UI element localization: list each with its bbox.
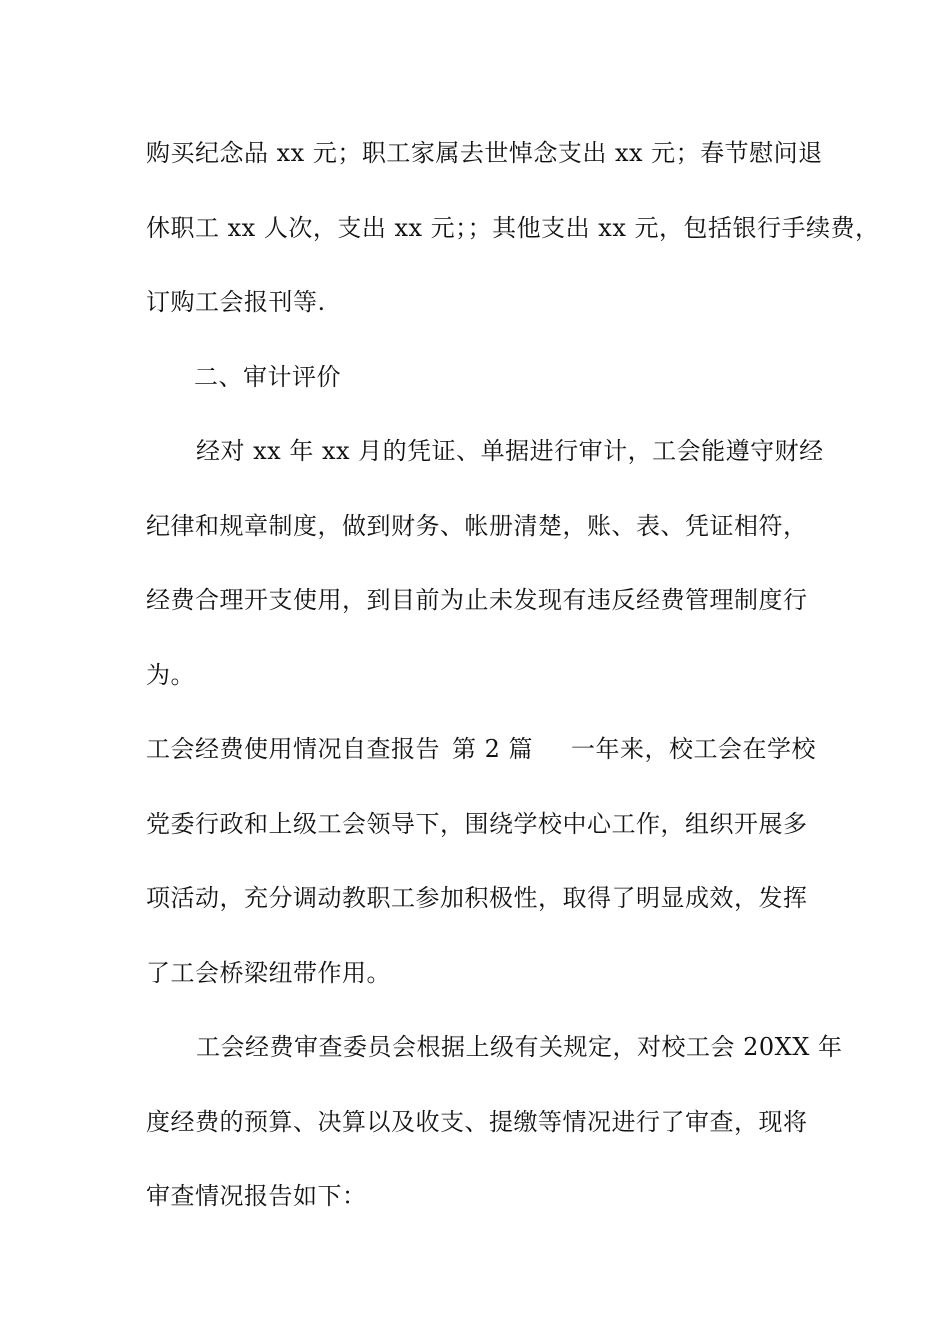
text-line-4: 二、审计评价 <box>194 362 341 391</box>
section-title: 工会经费使用情况自查报告 <box>146 735 440 763</box>
section-text-line-6: 审查情况报告如下： <box>146 1182 367 1210</box>
text-line-7: 经费合理开支使用，到目前为止未发现有违反经费管理制度行 <box>146 586 808 614</box>
section-text-line-4: 工会经费审查委员会根据上级有关规定，对校工会 20XX 年 <box>196 1033 843 1061</box>
text-line-1: 购买纪念品 xx 元；职工家属去世悼念支出 xx 元；春节慰问退 <box>146 139 823 167</box>
section-number: 第 2 篇 <box>452 735 534 763</box>
section-text-line-3: 了工会桥梁纽带作用。 <box>146 958 391 987</box>
document-body-part-1 <box>146 126 880 722</box>
section-first-text: 一年来，校工会在学校 <box>571 735 817 763</box>
document-body-part-2 <box>146 797 843 1244</box>
document-page <box>146 126 880 1244</box>
text-line-6: 纪律和规章制度，做到财务、帐册清楚，账、表、凭证相符， <box>146 511 808 540</box>
section-text-line-5: 度经费的预算、决算以及收支、提缴等情况进行了审查，现将 <box>146 1107 808 1136</box>
text-line-8: 为。 <box>146 660 195 689</box>
section-text-line-1: 党委行政和上级工会领导下，围绕学校中心工作，组织开展多 <box>146 809 808 838</box>
section-heading-line <box>146 722 817 797</box>
text-line-3: 订购工会报刊等. <box>146 288 326 316</box>
text-line-2: 休职工 xx 人次，支出 xx 元；；其他支出 xx 元，包括银行手续费， <box>146 213 880 242</box>
text-line-5: 经对 xx 年 xx 月的凭证、单据进行审计，工会能遵守财经 <box>196 437 824 465</box>
section-text-line-2: 项活动，充分调动教职工参加积极性，取得了明显成效，发挥 <box>146 884 808 912</box>
